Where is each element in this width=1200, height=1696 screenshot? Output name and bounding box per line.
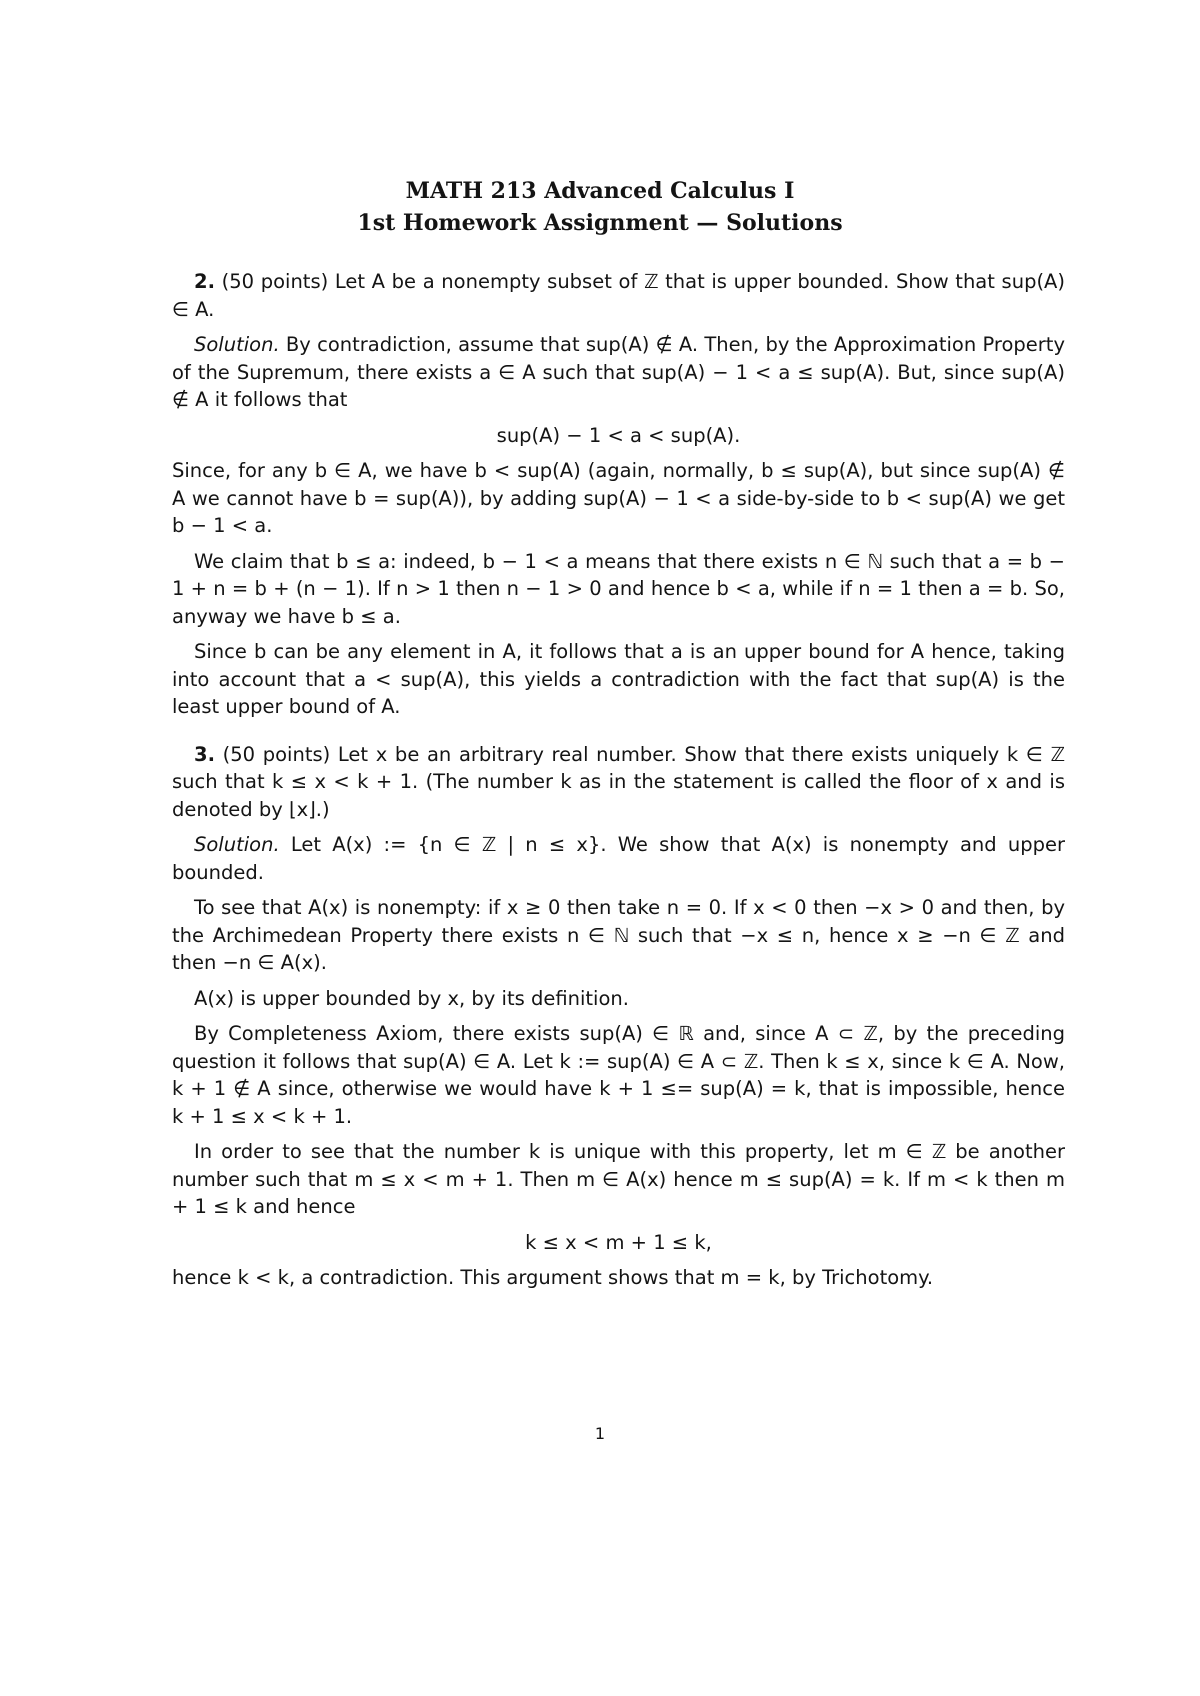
problem-3-solution-p6: hence k < k, a contradiction. This argument shows that m = k, by Trichotomy. <box>172 1266 934 1289</box>
problem-3-number: 3. <box>194 742 215 766</box>
problem-3-solution-p4: By Completeness Axiom, there exists sup(A) ∈ ℝ and, since A ⊂ ℤ, by the preceding question it follows that sup(A) ∈ A. Let k := sup(A) ∈ A ⊂ ℤ. Then k ≤ x, since k ∈ A. Now, k + 1 ∉ A since, otherwise we would have k + 1 ≤= sup(A) = k, that is impossible, hence k + 1 ≤ x < k + 1. <box>172 1022 1065 1128</box>
solution-label: Solution. <box>194 833 280 856</box>
problem-2-solution-p4: Since b can be any element in A, it follows that a is an upper bound for A hence, taking into account that a < sup(A), this yields a contradiction with the fact that sup(A) is the least upper bound of A. <box>172 640 1065 718</box>
problem-3-solution-p5: In order to see that the number k is unique with this property, let m ∈ ℤ be another number such that m ≤ x < m + 1. Then m ∈ A(x) hence m ≤ sup(A) = k. If m < k then m + 1 ≤ k and hence <box>172 1140 1065 1218</box>
problem-2-number: 2. <box>194 270 215 293</box>
problem-3-text: (50 points) Let x be an arbitrary real number. Show that there exists uniquely k ∈ ℤ such that k ≤ x < k + 1. (The number k as in the statement is called the floor of x and is denoted by ⌊x⌋.) <box>172 742 1065 821</box>
problem-3-statement <box>172 741 1065 824</box>
document-title: MATH 213 Advanced Calculus I <box>405 178 795 204</box>
problem-3-display-equation: k ≤ x < m + 1 ≤ k, <box>525 1230 712 1254</box>
problem-2-solution-p2: Since, for any b ∈ A, we have b < sup(A) (again, normally, b ≤ sup(A), but since sup(A) ∉ A we cannot have b = sup(A)), by adding sup(A) − 1 < a side-by-side to b < sup(A) we get b − 1 < a. <box>172 459 1065 537</box>
problem-3-solution-p1 <box>172 831 1065 886</box>
problem-3-solution-text-1: Let A(x) := {n ∈ ℤ | n ≤ x}. We show that A(x) is nonempty and upper bounded. <box>172 833 1065 884</box>
problem-2-display-equation: sup(A) − 1 < a < sup(A). <box>496 423 741 447</box>
document-subtitle: 1st Homework Assignment — Solutions <box>357 210 843 236</box>
problem-2-solution-p3: We claim that b ≤ a: indeed, b − 1 < a means that there exists n ∈ ℕ such that a = b − 1 + n = b + (n − 1). If n > 1 then n − 1 > 0 and hence b < a, while if n = 1 then a = b. So, anyway we have b ≤ a. <box>172 549 1065 628</box>
problem-3-solution-p2: To see that A(x) is nonempty: if x ≥ 0 then take n = 0. If x < 0 then −x > 0 and then, by the Archimedean Property there exists n ∈ ℕ such that −x ≤ n, hence x ≥ −n ∈ ℤ and then −n ∈ A(x). <box>172 896 1065 974</box>
problem-2-statement <box>172 268 1065 323</box>
problem-2-solution-text-1: By contradiction, assume that sup(A) ∉ A. Then, by the Approximation Property of the Supremum, there exists a ∈ A such that sup(A) − 1 < a ≤ sup(A). But, since sup(A) ∉ A it follows that <box>172 333 1065 411</box>
problem-2-text: (50 points) Let A be a nonempty subset of ℤ that is upper bounded. Show that sup(A) ∈ A. <box>172 270 1065 321</box>
problem-3-solution-p3: A(x) is upper bounded by x, by its definition. <box>194 986 629 1010</box>
problem-2-solution-p1 <box>172 331 1065 414</box>
solution-label: Solution. <box>194 333 280 356</box>
page-number: 1 <box>594 1424 606 1443</box>
document-body <box>172 268 1065 1300</box>
